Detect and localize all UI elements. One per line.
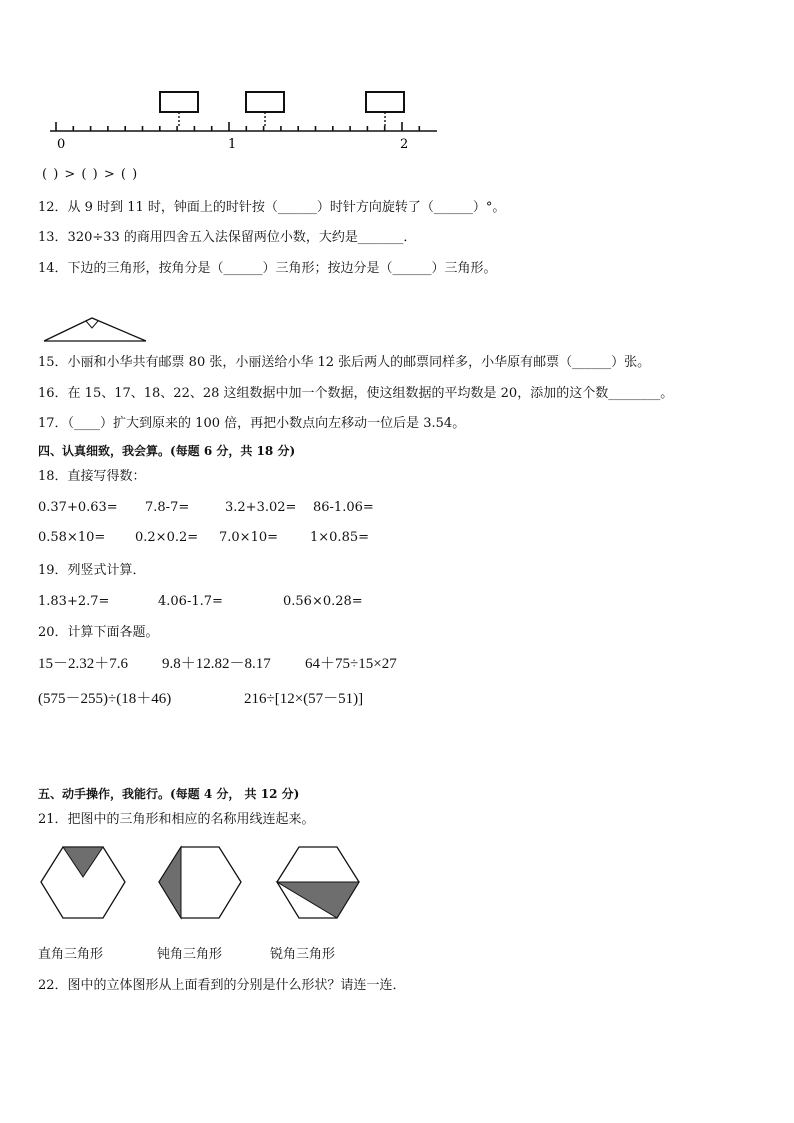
question-12: 12．从 9 时到 11 时，钟面上的时针按（______）时针方向旋转了（______）°。	[38, 200, 506, 215]
q20-item-3: 64＋75÷15×27	[305, 656, 397, 672]
q18-item-8: 1×0.85=	[310, 530, 370, 545]
label-right-triangle: 直角三角形	[38, 947, 104, 962]
tick-label-2: 2	[400, 137, 409, 152]
hexagon-figure-2	[159, 847, 241, 918]
q18-item-4: 86-1.06=	[313, 500, 374, 515]
question-13: 13．320÷33 的商用四舍五入法保留两位小数，大约是_______．	[38, 230, 417, 245]
question-22: 22．图中的立体图形从上面看到的分别是什么形状？请连一连．	[38, 978, 406, 993]
section-4-title: 四、认真细致，我会算。(每题 6 分，共 18 分)	[38, 444, 296, 458]
q18-item-3: 3.2+3.02=	[225, 500, 297, 515]
right-angle-mark	[86, 321, 98, 328]
q20-item-1: 15－2.32＋7.6	[38, 656, 129, 672]
q18-item-2: 7.8-7=	[145, 500, 190, 515]
question-16: 16．在 15、17、18、22、28 这组数据中加一个数据，使这组数据的平均数是 20，添加的这个数________。	[38, 386, 674, 401]
answer-box-2	[246, 92, 284, 112]
tick-label-0: 0	[57, 137, 66, 152]
label-obtuse-triangle: 钝角三角形	[157, 947, 223, 962]
section-5-title: 五、动手操作，我能行。(每题 4 分， 共 12 分)	[38, 787, 300, 801]
q18-item-1: 0.37+0.63=	[38, 500, 118, 515]
question-14: 14．下边的三角形，按角分是（______）三角形；按边分是（______）三角形。	[38, 261, 497, 276]
q18-item-5: 0.58×10=	[38, 530, 106, 545]
q18-item-7: 7.0×10=	[219, 530, 279, 545]
label-acute-triangle: 锐角三角形	[270, 947, 336, 962]
answer-box-1	[160, 92, 198, 112]
question-20: 20．计算下面各题。	[38, 625, 159, 640]
question-18: 18．直接写得数：	[38, 469, 146, 484]
question-19: 19．列竖式计算．	[38, 563, 146, 578]
q19-item-2: 4.06-1.7=	[158, 594, 223, 609]
tick-label-1: 1	[228, 137, 237, 152]
hexagon-figure-1	[41, 847, 125, 918]
question-15: 15．小丽和小华共有邮票 80 张，小丽送给小华 12 张后两人的邮票同样多，小华原有邮票（______）张。	[38, 355, 651, 370]
right-triangle-figure	[44, 318, 146, 341]
q20-item-2: 9.8＋12.82－8.17	[162, 656, 271, 672]
q19-item-1: 1.83+2.7=	[38, 594, 110, 609]
q20-item-4: (575－255)÷(18＋46)	[38, 691, 172, 707]
question-21: 21．把图中的三角形和相应的名称用线连起来。	[38, 812, 315, 827]
question-17: 17．（____）扩大到原来的 100 倍，再把小数点向左移动一位后是 3.54。	[38, 416, 466, 431]
q19-item-3: 0.56×0.28=	[283, 594, 363, 609]
q20-item-5: 216÷[12×(57－51)]	[244, 691, 364, 707]
q18-item-6: 0.2×0.2=	[135, 530, 199, 545]
hexagon-figure-3	[277, 847, 359, 918]
number-line	[50, 122, 437, 131]
number-line-compare: ( ) > ( ) > ( )	[42, 167, 138, 182]
answer-box-3	[366, 92, 404, 112]
